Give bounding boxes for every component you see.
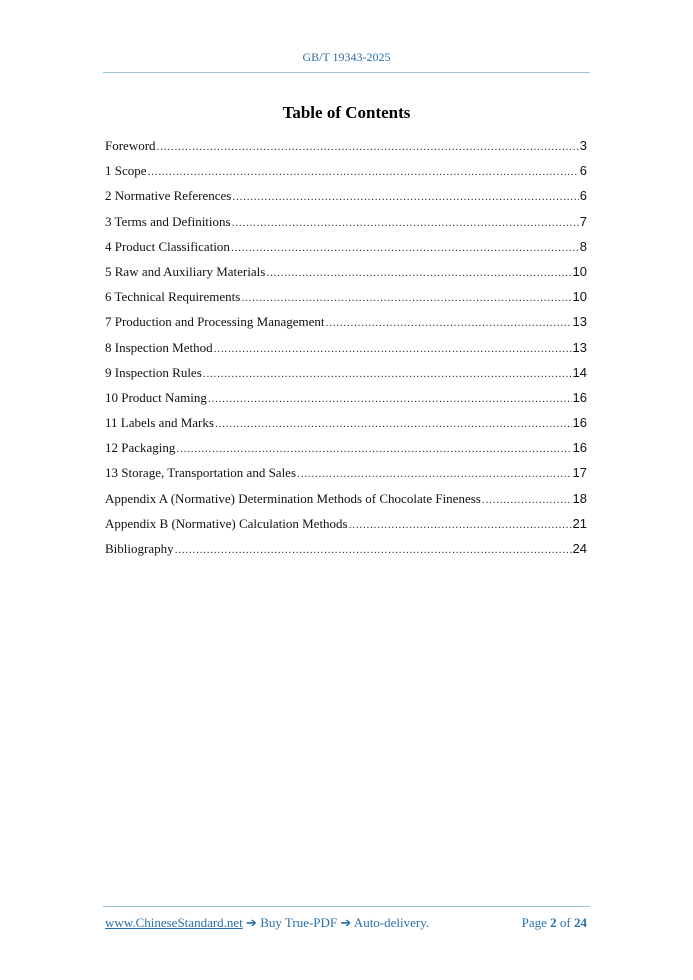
toc-entry-page: 8 — [579, 238, 587, 254]
toc-entry-label: 4 Product Classification — [105, 238, 230, 254]
promo-text: ➔ Buy True-PDF ➔ Auto-delivery. — [242, 915, 430, 930]
page-prefix: Page — [521, 915, 547, 930]
page-footer — [105, 915, 587, 933]
toc-leader-dots — [203, 368, 572, 380]
toc-entry[interactable] — [105, 163, 587, 188]
toc-entry-page: 17 — [572, 465, 587, 481]
toc-entry[interactable] — [105, 188, 587, 213]
toc-entry[interactable] — [105, 541, 587, 566]
page-number — [522, 915, 587, 931]
toc-entry-page: 13 — [572, 339, 587, 355]
toc-entry-label: 10 Product Naming — [105, 389, 207, 405]
toc-entry-page: 16 — [572, 389, 587, 405]
toc-leader-dots — [175, 544, 572, 556]
toc-entry[interactable] — [105, 491, 587, 516]
toc-leader-dots — [157, 141, 579, 153]
header-divider — [103, 72, 590, 73]
toc-entry-label: 2 Normative References — [105, 188, 232, 204]
page-current: 2 — [550, 915, 557, 930]
toc-entry-page: 7 — [579, 213, 587, 229]
toc-entry-label: 1 Scope — [105, 163, 147, 179]
site-link[interactable]: www.ChineseStandard.net — [105, 915, 243, 930]
toc-entry-page: 3 — [579, 138, 587, 153]
toc-entry[interactable] — [105, 516, 587, 541]
toc-entry-label: 3 Terms and Definitions — [105, 213, 231, 229]
toc-entry[interactable] — [105, 138, 587, 163]
toc-entry[interactable] — [105, 214, 587, 239]
toc-entry-label: Foreword — [105, 138, 156, 153]
footer-promo — [105, 915, 429, 931]
toc-entry[interactable] — [105, 340, 587, 365]
toc-entry-label: Appendix A (Normative) Determination Methods of Chocolate Fineness — [105, 490, 481, 506]
toc-leader-dots — [148, 166, 579, 178]
toc-entry-page: 24 — [572, 541, 587, 556]
toc-entry-label: 9 Inspection Rules — [105, 364, 202, 380]
toc-entry-label: Appendix B (Normative) Calculation Methods — [105, 515, 348, 531]
toc-entry-label: Bibliography — [105, 541, 174, 556]
toc-leader-dots — [208, 393, 572, 405]
toc-leader-dots — [297, 468, 572, 480]
toc-entry-page: 10 — [572, 263, 587, 279]
toc-entry-label: 12 Packaging — [105, 440, 176, 456]
toc-entry-page: 16 — [572, 440, 587, 456]
toc-leader-dots — [482, 494, 572, 506]
toc-entry-label: 11 Labels and Marks — [105, 415, 214, 431]
toc-leader-dots — [176, 443, 571, 455]
toc-leader-dots — [232, 217, 579, 229]
toc-entry[interactable] — [105, 314, 587, 339]
toc-entry-label: 13 Storage, Transportation and Sales — [105, 465, 297, 481]
page-of: of — [559, 915, 571, 930]
toc-entry-page: 21 — [572, 515, 587, 531]
table-of-contents — [105, 138, 587, 566]
toc-entry-page: 14 — [572, 364, 587, 380]
toc-entry[interactable] — [105, 239, 587, 264]
toc-entry-page: 16 — [572, 415, 587, 431]
running-header: GB/T 19343-2025 — [302, 50, 391, 64]
toc-entry[interactable] — [105, 465, 587, 490]
toc-entry[interactable] — [105, 440, 587, 465]
toc-entry[interactable] — [105, 390, 587, 415]
toc-leader-dots — [349, 519, 572, 531]
toc-entry-page: 18 — [572, 490, 587, 506]
toc-entry-label: 8 Inspection Method — [105, 339, 213, 355]
toc-entry-page: 10 — [572, 289, 587, 305]
toc-leader-dots — [326, 317, 572, 329]
toc-entry[interactable] — [105, 289, 587, 314]
toc-leader-dots — [241, 292, 571, 304]
toc-entry-label: 5 Raw and Auxiliary Materials — [105, 263, 266, 279]
toc-leader-dots — [215, 418, 572, 430]
toc-entry-label: 7 Production and Processing Management — [105, 314, 325, 330]
toc-entry[interactable] — [105, 365, 587, 390]
toc-leader-dots — [232, 191, 578, 203]
toc-entry[interactable] — [105, 415, 587, 440]
toc-leader-dots — [266, 267, 571, 279]
toc-entry-page: 13 — [572, 314, 587, 330]
toc-leader-dots — [214, 343, 572, 355]
page-title: Table of Contents — [282, 103, 411, 122]
toc-leader-dots — [231, 242, 579, 254]
toc-entry-page: 6 — [579, 188, 587, 204]
toc-entry-label: 6 Technical Requirements — [105, 289, 241, 305]
footer-divider — [103, 906, 590, 907]
toc-entry-page: 6 — [579, 163, 587, 179]
toc-entry[interactable] — [105, 264, 587, 289]
page-total: 24 — [574, 915, 587, 930]
